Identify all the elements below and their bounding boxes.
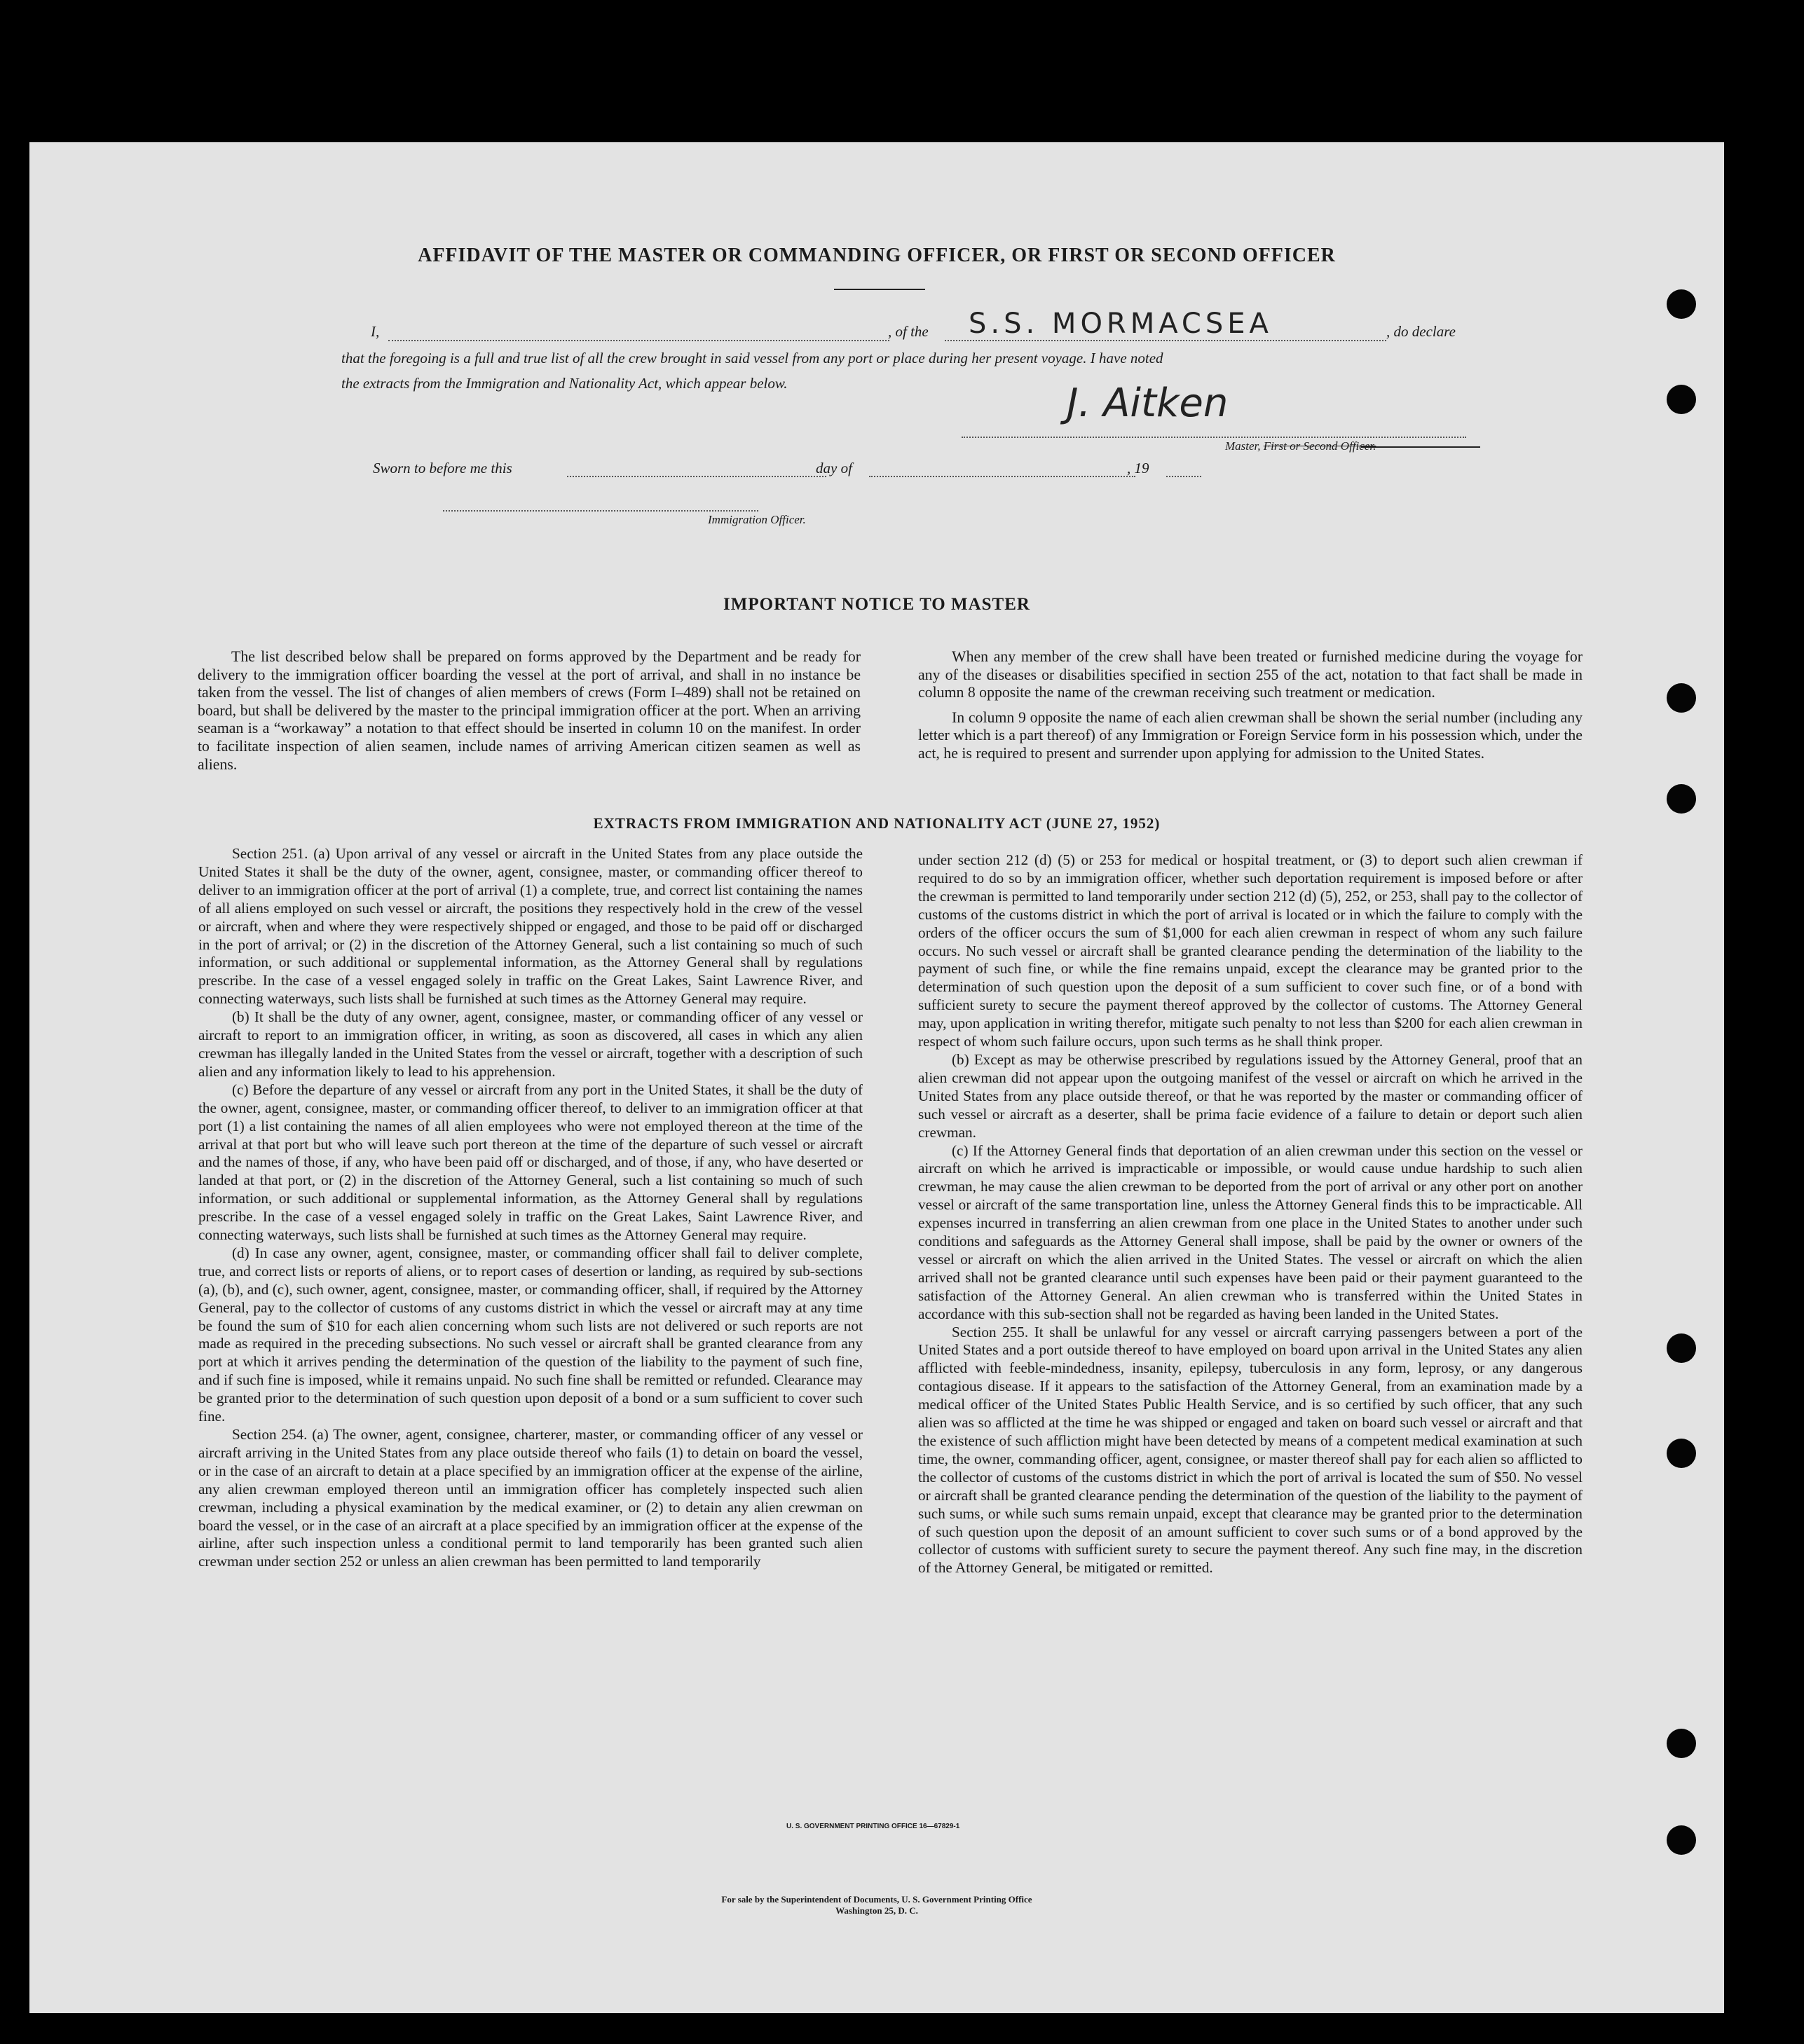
section-251-b: (b) It shall be the duty of any owner, agent, consignee, master, or commanding officer of any vessel or aircraft to report to an immigration officer, in writing, as soon as discovered, all cases in which any alien crewman has illegally landed in the United States from the vessel or aircraft, together with a description of such alien and any information likely to lead to his apprehension. [198, 1008, 863, 1080]
strike-line [1361, 446, 1480, 448]
extracts-title: EXTRACTS FROM IMMIGRATION AND NATIONALITY ACT (JUNE 27, 1952) [593, 815, 1161, 832]
title-rule [834, 289, 925, 290]
notice-right-paragraph-2: In column 9 opposite the name of each alien crewman shall be shown the serial number (including any letter which is a part thereof) of any Immigration or Foreign Service form in his possession which, under the act, he is required to present and surrender upon applying for admission to the United States. [918, 708, 1583, 762]
declaration-line-2: the extracts from the Immigration and Nationality Act, which appear below. [341, 375, 788, 392]
extracts-left-column [198, 845, 863, 1571]
section-251-d: (d) In case any owner, agent, consignee, master, or commanding officer shall fail to deliver complete, true, and correct lists or reports of aliens, or to report cases of desertion or landing, as required by sub-sections (a), (b), and (c), such owner, agent, consignee, master, or commanding officer, shall, if required by the Attorney General, pay to the collector of customs of any customs district in which the vessel or aircraft may at any time be found the sum of $10 for each alien concerning whom such lists are not delivered or such reports are not made as required in the preceding subsections. No such vessel or aircraft shall be granted clearance from any port at which it arrives pending the determination of the question of the liability to the payment of such fine, and if such fine is imposed, while it remains unpaid. No such fine shall be remitted or refunded. Clearance may be granted prior to the determination of such question upon deposit of a bond or a sum sufficient to cover such fine. [198, 1244, 863, 1425]
for-sale-line-2: Washington 25, D. C. [835, 1905, 918, 1916]
immigration-officer-label: Immigration Officer. [708, 513, 806, 526]
vessel-name-handwritten: S.S. MORMACSEA [969, 308, 1273, 340]
section-251-c: (c) Before the departure of any vessel or aircraft from any port in the United States, it shall be the duty of the owner, agent, consignee, master, or commanding officer thereof, to deliver to an immigration officer at that port (1) a list containing the names of all alien employees who were not employed thereon at the time of the arrival at that port but who will leave such port thereon at the time of the departure of such vessel or aircraft and the names of those, if any, who have been paid off or discharged, and of those, if any, who have deserted or landed at that port, or (2) in the discretion of the Attorney General, such a list containing so much of such information, or such additional or supplemental information, as the Attorney General shall by regulations prescribe. In the case of a vessel engaged solely in traffic on the Great Lakes, Saint Lawrence River, and connecting waterways, such lists shall be furnished at such times as the Attorney General may require. [198, 1081, 863, 1244]
punch-hole [1667, 683, 1696, 713]
sworn-day-line [567, 476, 826, 477]
notice-title: IMPORTANT NOTICE TO MASTER [723, 595, 1030, 614]
signature-line [962, 437, 1466, 438]
year-label: , 19 [1127, 460, 1149, 476]
notice-left-column [198, 648, 861, 781]
section-251-a: Section 251. (a) Upon arrival of any vessel or aircraft in the United States from any place outside the United States it shall be the duty of the owner, agent, consignee, master, or commanding officer thereof to deliver to an immigration officer at the port of arrival (1) a complete, true, and correct list containing the names of all aliens employed on such vessel or aircraft, the positions they respectively hold in the crew of the vessel or aircraft, when and where they were respectively shipped or engaged, and those to be paid off or discharged in the port of arrival; or (2) in the discretion of the Attorney General, such a list containing so much of such information, or such additional or supplemental information, as the Attorney General shall by regulations prescribe. In the case of a vessel engaged solely in traffic on the Great Lakes, Saint Lawrence River, and connecting waterways, such lists shall be furnished at such times as the Attorney General may require. [198, 845, 863, 1008]
printing-office-line: U. S. GOVERNMENT PRINTING OFFICE 16—67829-1 [786, 1823, 960, 1830]
month-line [869, 476, 1135, 477]
punch-hole [1667, 1439, 1696, 1468]
punch-hole [1667, 1333, 1696, 1363]
section-255: Section 255. It shall be unlawful for any vessel or aircraft carrying passengers between a port of the United States and a port outside thereof to have employed on board upon arrival in the United States any alien afflicted with feeble-mindedness, insanity, epilepsy, tuberculosis in any form, leprosy, or any dangerous contagious disease. If it appears to the satisfaction of the Attorney General, from an examination made by a medical officer of the United States Public Health Service, and is so certified by such officer, that any such alien was so afflicted at the time he was shipped or engaged and taken on board such vessel or aircraft and that the existence of such affliction might have been detected by means of a competent medical examination at such time, the owner, commanding officer, agent, consignee, or master thereof shall pay for each alien so afflicted to the collector of customs of the customs district in which the port of arrival is located the sum of $50. No vessel or aircraft shall be granted clearance pending the determination of the question of the liability to the payment of such sums, or while such sums remain unpaid, except that clearance may be granted prior to the determination of such question upon the deposit of an amount sufficient to cover such sums or of a bond approved by the collector of customs with sufficient surety to secure the payment thereof. Any such fine may, in the discretion of the Attorney General, be mitigated or remitted. [918, 1323, 1583, 1577]
extracts-right-column [918, 851, 1583, 1577]
day-of-label: day of [816, 460, 852, 476]
i-label: I, [371, 323, 380, 340]
master-label: Master, First or Second Officer. [1225, 439, 1376, 453]
notice-left-paragraph: The list described below shall be prepared on forms approved by the Department and be ready for delivery to the immigration officer boarding the vessel at the port of arrival, and shall in no instance be taken from the vessel. The list of changes of alien members of crews (Form I–489) shall not be retained on board, but shall be delivered by the master to the principal immigration officer at the port. When an arriving seaman is a “workaway” a notation to that effect should be inserted in column 10 on the manifest. In order to facilitate inspection of alien seamen, include names of arriving American citizen seamen as well as aliens. [198, 648, 861, 773]
punch-hole [1667, 385, 1696, 414]
section-254-c: (c) If the Attorney General finds that deportation of an alien crewman under this section on the vessel or aircraft on which he arrived is impracticable or impossible, or would cause undue hardship to such alien crewman, he may cause the alien crewman to be deported from the port of arrival or any other port on another vessel or aircraft of the same transportation line, unless the Attorney General finds this to be impracticable. All expenses incurred in transferring an alien crewman from one place in the United States to another under such conditions and safeguards as the Attorney General shall impose, shall be paid by the owner or owners of the vessel or aircraft on which the alien arrived in the United States. The vessel or aircraft on which the alien arrived shall not be granted clearance until such expenses have been paid or their payment guaranteed to the satisfaction of the Attorney General. An alien crewman who is transferred within the United States in accordance with this sub-section shall not be regarded as having been landed in the United States. [918, 1141, 1583, 1322]
vessel-line [945, 340, 1386, 341]
year-line [1166, 476, 1201, 477]
sworn-label: Sworn to before me this [373, 460, 512, 476]
punch-hole [1667, 784, 1696, 814]
of-the-label: , of the [888, 323, 929, 340]
punch-hole [1667, 1729, 1696, 1758]
punch-hole [1667, 289, 1696, 319]
section-254-a: Section 254. (a) The owner, agent, consignee, charterer, master, or commanding officer of any vessel or aircraft arriving in the United States from any place outside thereof who fails (1) to detain on board the vessel, or in the case of an aircraft to detain at a place specified by an immigration officer at the expense of the airline, any alien crewman employed thereon until an immigration officer has completely inspected such alien crewman, including a physical examination by the medical examiner, or (2) to detain any alien crewman on board the vessel, or in the case of an aircraft at a place specified by an immigration officer at the expense of the airline, after such inspection unless a conditional permit to land temporarily has been granted such alien crewman under section 252 or unless an alien crewman has been permitted to land temporarily [198, 1426, 863, 1570]
section-254-b: (b) Except as may be otherwise prescribed by regulations issued by the Attorney General, proof that an alien crewman did not appear upon the outgoing manifest of the vessel or aircraft on which he arrived in the United States from any place outside thereof, or that he was reported by the master or commanding officer of such vessel or aircraft as a deserter, shall be prima facie evidence of a failure to detain or deport such alien crewman. [918, 1050, 1583, 1141]
for-sale-line-1: For sale by the Superintendent of Documents, U. S. Government Printing Office [721, 1894, 1032, 1905]
officer-sign-line [443, 510, 758, 512]
notice-right-column [918, 648, 1583, 770]
document-page [29, 142, 1724, 2013]
affidavit-title: AFFIDAVIT OF THE MASTER OR COMMANDING OFFICER, OR FIRST OR SECOND OFFICER [418, 245, 1336, 266]
do-declare-label: , do declare [1386, 323, 1456, 340]
punch-hole [1667, 1825, 1696, 1855]
notice-right-paragraph-1: When any member of the crew shall have been treated or furnished medicine during the voyage for any of the diseases or disabilities specified in section 255 of the act, notation to that fact shall be made in column 8 opposite the name of the crewman receiving such treatment or medication. [918, 648, 1583, 701]
section-254-a-continued: under section 212 (d) (5) or 253 for medical or hospital treatment, or (3) to deport such alien crewman if required to do so by an immigration officer, whether such deportation requirement is imposed before or after the crewman is permitted to land temporarily under section 212 (d) (5), 252, or 253, shall pay to the collector of customs of the customs district in which the port of arrival is located or in which the failure to comply with the orders of the officer occurs the sum of $1,000 for each alien crewman in respect of whom any such failure occurs. No such vessel or aircraft shall be granted clearance pending the determination of the liability to the payment of such fine, or while the fine remains unpaid, except the clearance may be granted prior to the determination of such question upon the deposit of a sum sufficient to cover such fine, or of a bond with sufficient surety to secure the payment thereof approved by the collector of customs. The Attorney General may, upon application in writing therefor, mitigate such penalty to not less than $200 for each alien crewman in respect of whom such failure occurs, upon such terms as he shall think proper. [918, 851, 1583, 1050]
master-signature: J. Aitken [1067, 380, 1229, 426]
name-line [388, 340, 889, 341]
declaration-line-1: that the foregoing is a full and true list of all the crew brought in said vessel from any port or place during her present voyage. I have noted [341, 350, 1163, 366]
